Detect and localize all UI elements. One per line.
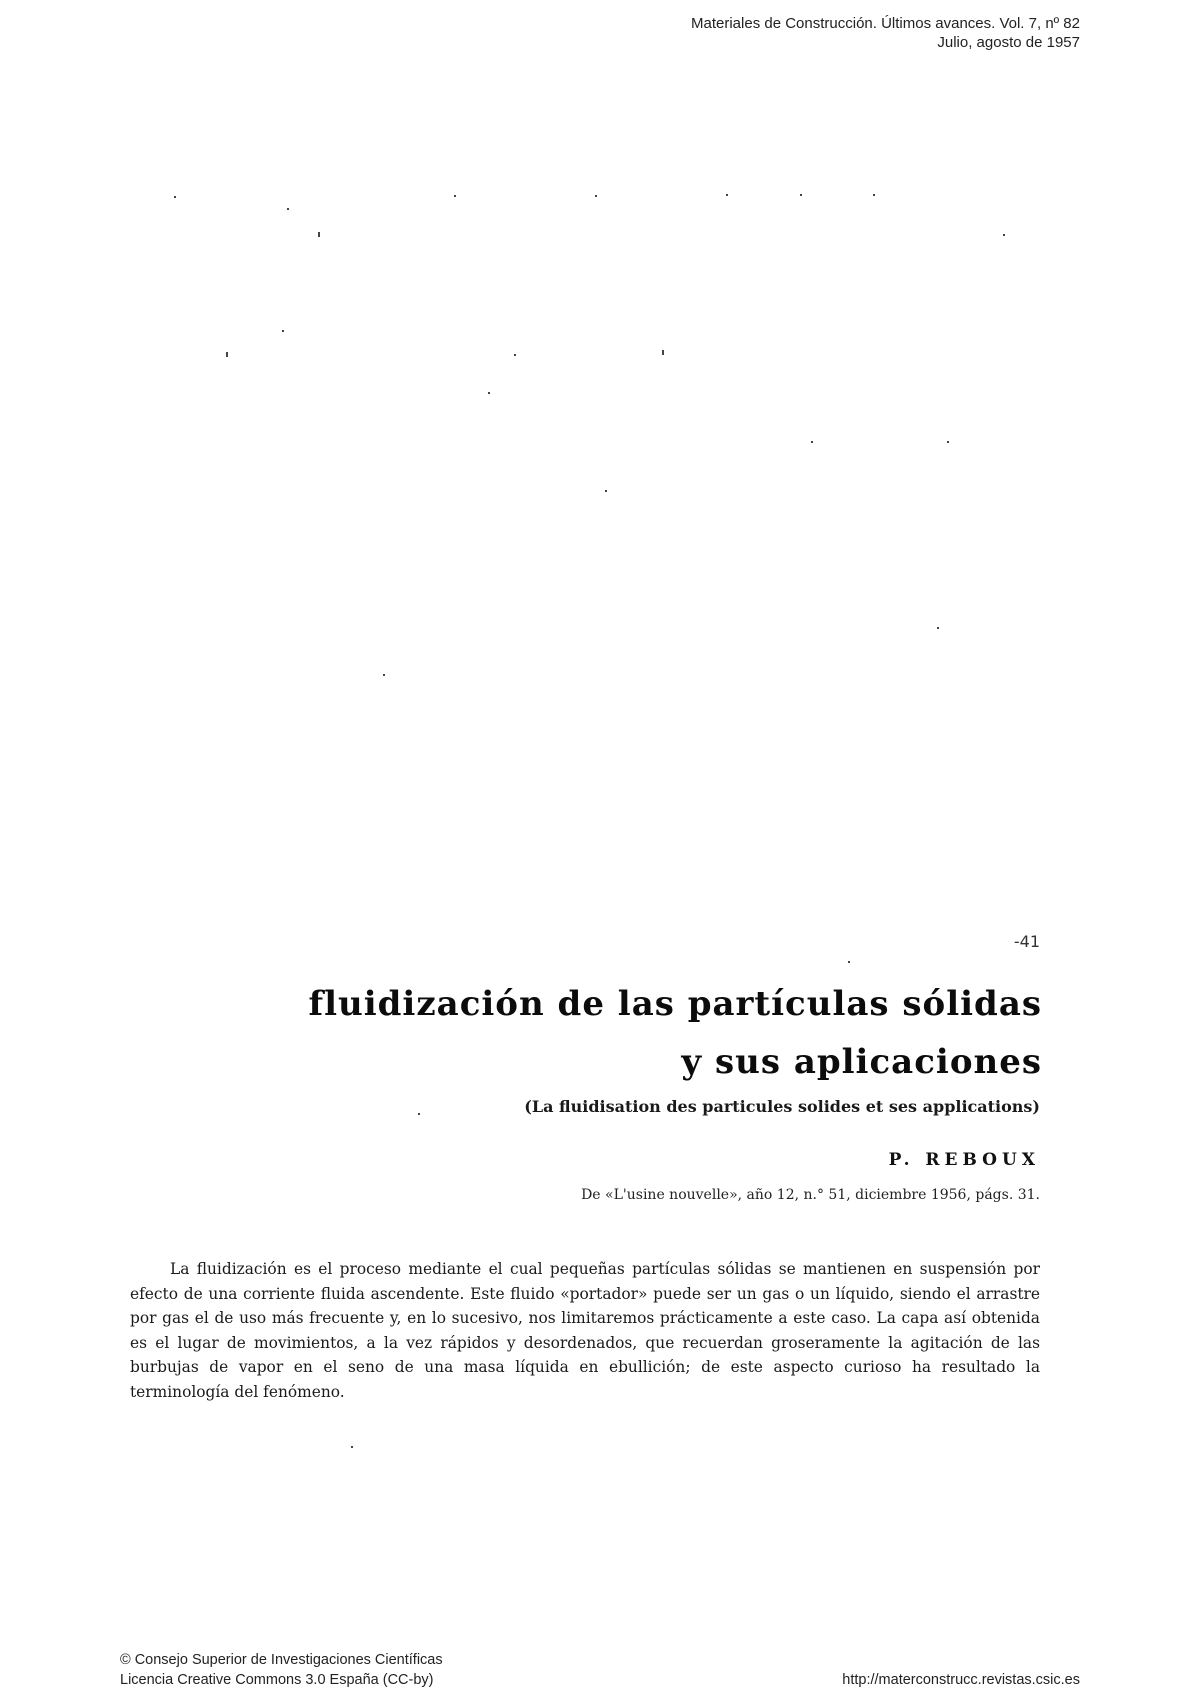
- scan-speck: [287, 208, 289, 210]
- scan-speck: [662, 350, 664, 355]
- scan-speck: [488, 392, 490, 394]
- scan-speck: [947, 441, 949, 443]
- scan-speck: [383, 674, 385, 676]
- article-body-paragraph: La fluidización es el proceso mediante el cual pequeñas partículas sólidas se mantienen en suspensión por efecto de una corriente fluida ascendente. Este fluido «portador» puede ser un gas o un líquido, siendo el arrastre por gas el de uso más frecuente y, en lo sucesivo, nos limitaremos prácticamente a este caso. La capa así obtenida es el lugar de movimientos, a la vez rápidos y desordenados, que recuerdan groseramente la agitación de las burbujas de vapor en el seno de una masa líquida en ebullición; de este aspecto curioso ha resultado la terminología del fenómeno.: [130, 1260, 1040, 1401]
- scan-speck: [514, 354, 516, 356]
- footer-license: [120, 1650, 443, 1690]
- copyright-notice: © Consejo Superior de Investigaciones Científicas: [120, 1652, 443, 1668]
- journal-url: http://materconstrucc.revistas.csic.es: [842, 1672, 1080, 1688]
- journal-header: [691, 14, 1080, 52]
- scan-speck: [226, 352, 228, 357]
- journal-citation: Materiales de Construcción. Últimos avances. Vol. 7, nº 82: [691, 15, 1080, 32]
- scan-speck: [351, 1446, 353, 1448]
- scan-speck: [800, 194, 802, 196]
- scan-speck: [726, 194, 728, 196]
- scan-speck: [848, 961, 850, 963]
- scan-speck: [1003, 234, 1005, 236]
- scan-speck: [318, 232, 320, 237]
- issue-date: Julio, agosto de 1957: [937, 34, 1080, 51]
- scan-speck: [595, 195, 597, 197]
- article-author: P. REBOUX: [888, 1150, 1040, 1170]
- scan-speck: [605, 490, 607, 492]
- scan-speck: [454, 195, 456, 197]
- page-number: -41: [1013, 932, 1040, 951]
- article-subtitle: (La fluidisation des particules solides et ses applications): [524, 1097, 1040, 1116]
- article-source: De «L'usine nouvelle», año 12, n.° 51, diciembre 1956, págs. 31.: [581, 1187, 1040, 1203]
- license-notice: Licencia Creative Commons 3.0 España (CC-by): [120, 1672, 434, 1688]
- article-title: [142, 975, 1042, 1091]
- scan-speck: [811, 441, 813, 443]
- scan-speck: [873, 194, 875, 196]
- scan-speck: [174, 196, 176, 198]
- article-title-line: y sus aplicaciones: [681, 1042, 1042, 1082]
- article-title-line: fluidización de las partículas sólidas: [308, 984, 1042, 1024]
- scan-speck: [282, 330, 284, 332]
- scan-speck: [937, 627, 939, 629]
